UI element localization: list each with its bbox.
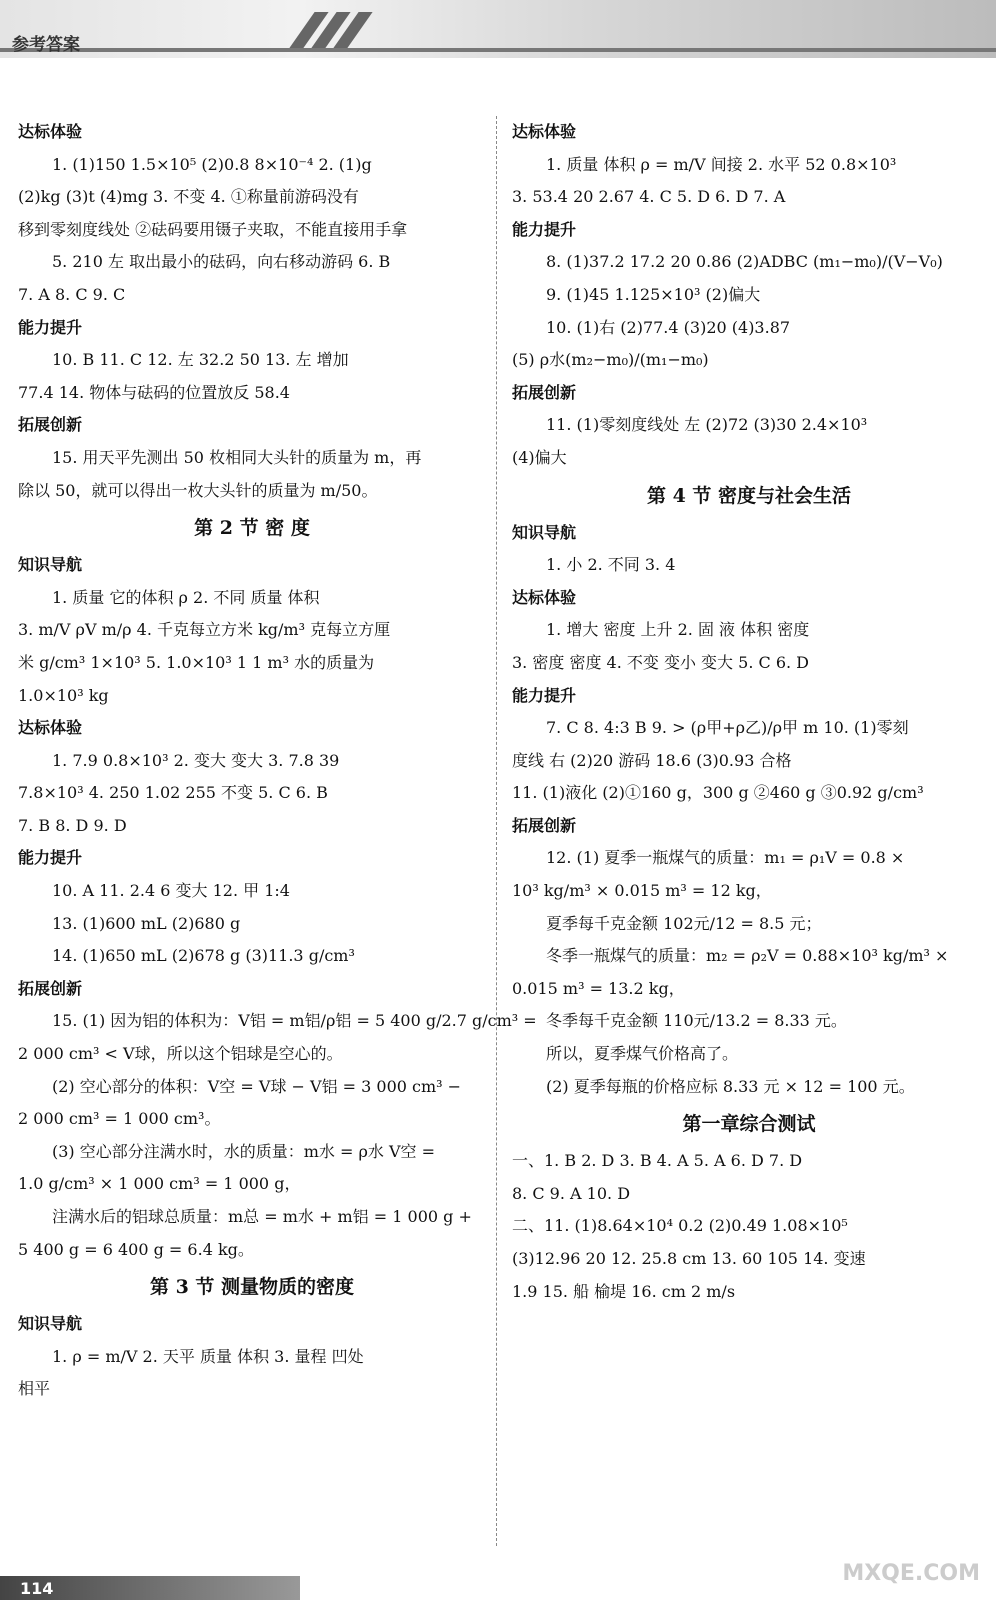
section-heading: 拓展创新	[18, 978, 83, 998]
answer-line: 8. (1)37.2 17.2 20 0.86 (2)ADBC (m₁−m₀)/(V−V₀)	[546, 252, 943, 272]
answer-line: 冬季一瓶煤气的质量：m₂ = ρ₂V = 0.88×10³ kg/m³ ×	[546, 946, 949, 966]
right-column	[512, 116, 986, 1308]
answer-line: 11. (1)零刻度线处 左 (2)72 (3)30 2.4×10³	[546, 415, 868, 435]
answer-line: 8. C 9. A 10. D	[512, 1183, 631, 1203]
answer-line: 1.0×10³ kg	[18, 685, 109, 705]
section-heading: 拓展创新	[18, 415, 83, 435]
answer-line: 1. (1)150 1.5×10⁵ (2)0.8 8×10⁻⁴ 2. (1)g	[52, 154, 372, 174]
section-heading: 达标体验	[512, 122, 577, 141]
answer-line: 二、11. (1)8.64×10⁴ 0.2 (2)0.49 1.08×10⁵	[512, 1216, 848, 1236]
section-heading: 达标体验	[18, 718, 83, 738]
answer-line: 3. m/V ρV m/ρ 4. 千克每立方米 kg/m³ 克每立方厘	[18, 620, 391, 640]
page-number: 114	[20, 1579, 54, 1598]
chapter-title: 第 4 节 密度与社会生活	[646, 484, 852, 507]
answer-line: 9. (1)45 1.125×10³ (2)偏大	[546, 284, 761, 304]
answer-line: 2 000 cm³ < V球，所以这个铝球是空心的。	[18, 1044, 343, 1064]
chapter-title: 第 3 节 测量物质的密度	[149, 1276, 355, 1299]
answer-line: 7.8×10³ 4. 250 1.02 255 不变 5. C 6. B	[18, 783, 328, 803]
page-header	[0, 0, 996, 58]
answer-line: 11. (1)液化 (2)①160 g，300 g ②460 g ③0.92 g/cm³	[512, 783, 924, 803]
watermark: MXQE.COM	[842, 1561, 980, 1586]
answer-line: 10³ kg/m³ × 0.015 m³ = 12 kg，	[512, 881, 772, 901]
answer-line: 7. B 8. D 9. D	[18, 815, 127, 835]
answer-line: 2 000 cm³ = 1 000 cm³。	[18, 1109, 221, 1129]
answer-line: 7. C 8. 4:3 B 9. > (ρ甲+ρ乙)/ρ甲 m 10. (1)零刻	[546, 718, 909, 738]
answer-line: 夏季每千克金额 102元/12 = 8.5 元；	[546, 913, 822, 933]
answer-line: 3. 53.4 20 2.67 4. C 5. D 6. D 7. A	[512, 187, 786, 207]
section-heading: 拓展创新	[512, 815, 577, 835]
section-heading: 能力提升	[512, 219, 577, 239]
section-heading: 达标体验	[512, 587, 577, 607]
answer-line: 1.9 15. 船 榆堤 16. cm 2 m/s	[512, 1281, 736, 1301]
section-heading: 拓展创新	[512, 382, 577, 402]
answer-line: 0.015 m³ = 13.2 kg，	[512, 978, 685, 998]
answer-line: 12. (1) 夏季一瓶煤气的质量：m₁ = ρ₁V = 0.8 ×	[546, 848, 905, 868]
section-heading: 能力提升	[512, 685, 577, 705]
answer-line: 除以 50，就可以得出一枚大头针的质量为 m/50。	[18, 480, 378, 500]
answer-line: 7. A 8. C 9. C	[18, 284, 126, 304]
section-heading: 能力提升	[18, 848, 83, 868]
chapter-title: 第一章综合测试	[682, 1113, 816, 1136]
section-heading: 知识导航	[512, 522, 577, 542]
answer-line: 77.4 14. 物体与砝码的位置放反 58.4	[18, 382, 290, 402]
answer-line: 5 400 g = 6 400 g = 6.4 kg。	[18, 1239, 254, 1259]
header-rule	[0, 48, 996, 52]
answer-line: 注满水后的铝球总质量：m总 = m水 + m铝 = 1 000 g +	[52, 1207, 472, 1226]
section-heading: 能力提升	[18, 317, 83, 337]
answer-line: 3. 密度 密度 4. 不变 变小 变大 5. C 6. D	[512, 652, 809, 672]
answer-line: 10. B 11. C 12. 左 32.2 50 13. 左 增加	[52, 350, 349, 370]
answer-line: 5. 210 左 取出最小的砝码，向右移动游码 6. B	[52, 252, 391, 272]
header-title: 参考答案	[12, 35, 80, 55]
answer-line: (2) 夏季每瓶的价格应标 8.33 元 × 12 = 100 元。	[546, 1076, 915, 1096]
answer-line: 1. 质量 体积 ρ = m/V 间接 2. 水平 52 0.8×10³	[546, 154, 897, 174]
answer-line: 1. ρ = m/V 2. 天平 质量 体积 3. 量程 凹处	[52, 1346, 364, 1366]
answer-line: 相平	[18, 1379, 51, 1399]
answer-line: 14. (1)650 mL (2)678 g (3)11.3 g/cm³	[52, 946, 355, 966]
answer-line: 度线 右 (2)20 游码 18.6 (3)0.93 合格	[512, 750, 792, 770]
answer-line: 移到零刻度线处 ②砝码要用镊子夹取，不能直接用手拿	[18, 219, 408, 239]
answer-line: 10. (1)右 (2)77.4 (3)20 (4)3.87	[546, 317, 791, 337]
answer-line: 1. 7.9 0.8×10³ 2. 变大 变大 3. 7.8 39	[52, 750, 340, 770]
section-heading: 知识导航	[18, 555, 83, 575]
answer-line: 所以，夏季煤气价格高了。	[546, 1044, 739, 1064]
answer-line: (2)kg (3)t (4)mg 3. 不变 4. ①称量前游码没有	[18, 187, 359, 207]
answer-line: 15. (1) 因为铝的体积为：V铝 = m铝/ρ铝 = 5 400 g/2.7 g/cm³ =	[52, 1011, 537, 1031]
answer-line: (3)12.96 20 12. 25.8 cm 13. 60 105 14. 变速	[512, 1249, 866, 1268]
answer-line: 1. 增大 密度 上升 2. 固 液 体积 密度	[546, 620, 810, 640]
section-heading: 达标体验	[18, 122, 83, 141]
answer-line: (4)偏大	[512, 447, 567, 467]
left-column	[18, 116, 537, 1406]
header-stripes	[302, 12, 392, 48]
answer-line: 1. 小 2. 不同 3. 4	[546, 555, 676, 575]
answer-line: 一、1. B 2. D 3. B 4. A 5. A 6. D 7. D	[512, 1151, 803, 1171]
answer-line: 13. (1)600 mL (2)680 g	[52, 913, 241, 933]
answer-line: (5) ρ水(m₂−m₀)/(m₁−m₀)	[512, 350, 709, 370]
chapter-title: 第 2 节 密 度	[194, 517, 310, 540]
answer-line: 10. A 11. 2.4 6 变大 12. 甲 1:4	[52, 881, 290, 901]
answer-line: 15. 用天平先测出 50 枚相同大头针的质量为 m，再	[52, 447, 422, 467]
answer-line: (3) 空心部分注满水时，水的质量：m水 = ρ水 V空 =	[52, 1141, 436, 1161]
answer-line: 1. 质量 它的体积 ρ 2. 不同 质量 体积	[52, 587, 320, 607]
answer-line: (2) 空心部分的体积：V空 = V球 − V铝 = 3 000 cm³ −	[52, 1076, 462, 1096]
section-heading: 知识导航	[18, 1314, 83, 1334]
answer-line: 米 g/cm³ 1×10³ 5. 1.0×10³ 1 1 m³ 水的质量为	[18, 652, 375, 672]
answer-line: 冬季每千克金额 110元/13.2 = 8.33 元。	[546, 1011, 847, 1031]
answer-line: 1.0 g/cm³ × 1 000 cm³ = 1 000 g，	[18, 1174, 301, 1194]
column-divider	[496, 116, 497, 1546]
